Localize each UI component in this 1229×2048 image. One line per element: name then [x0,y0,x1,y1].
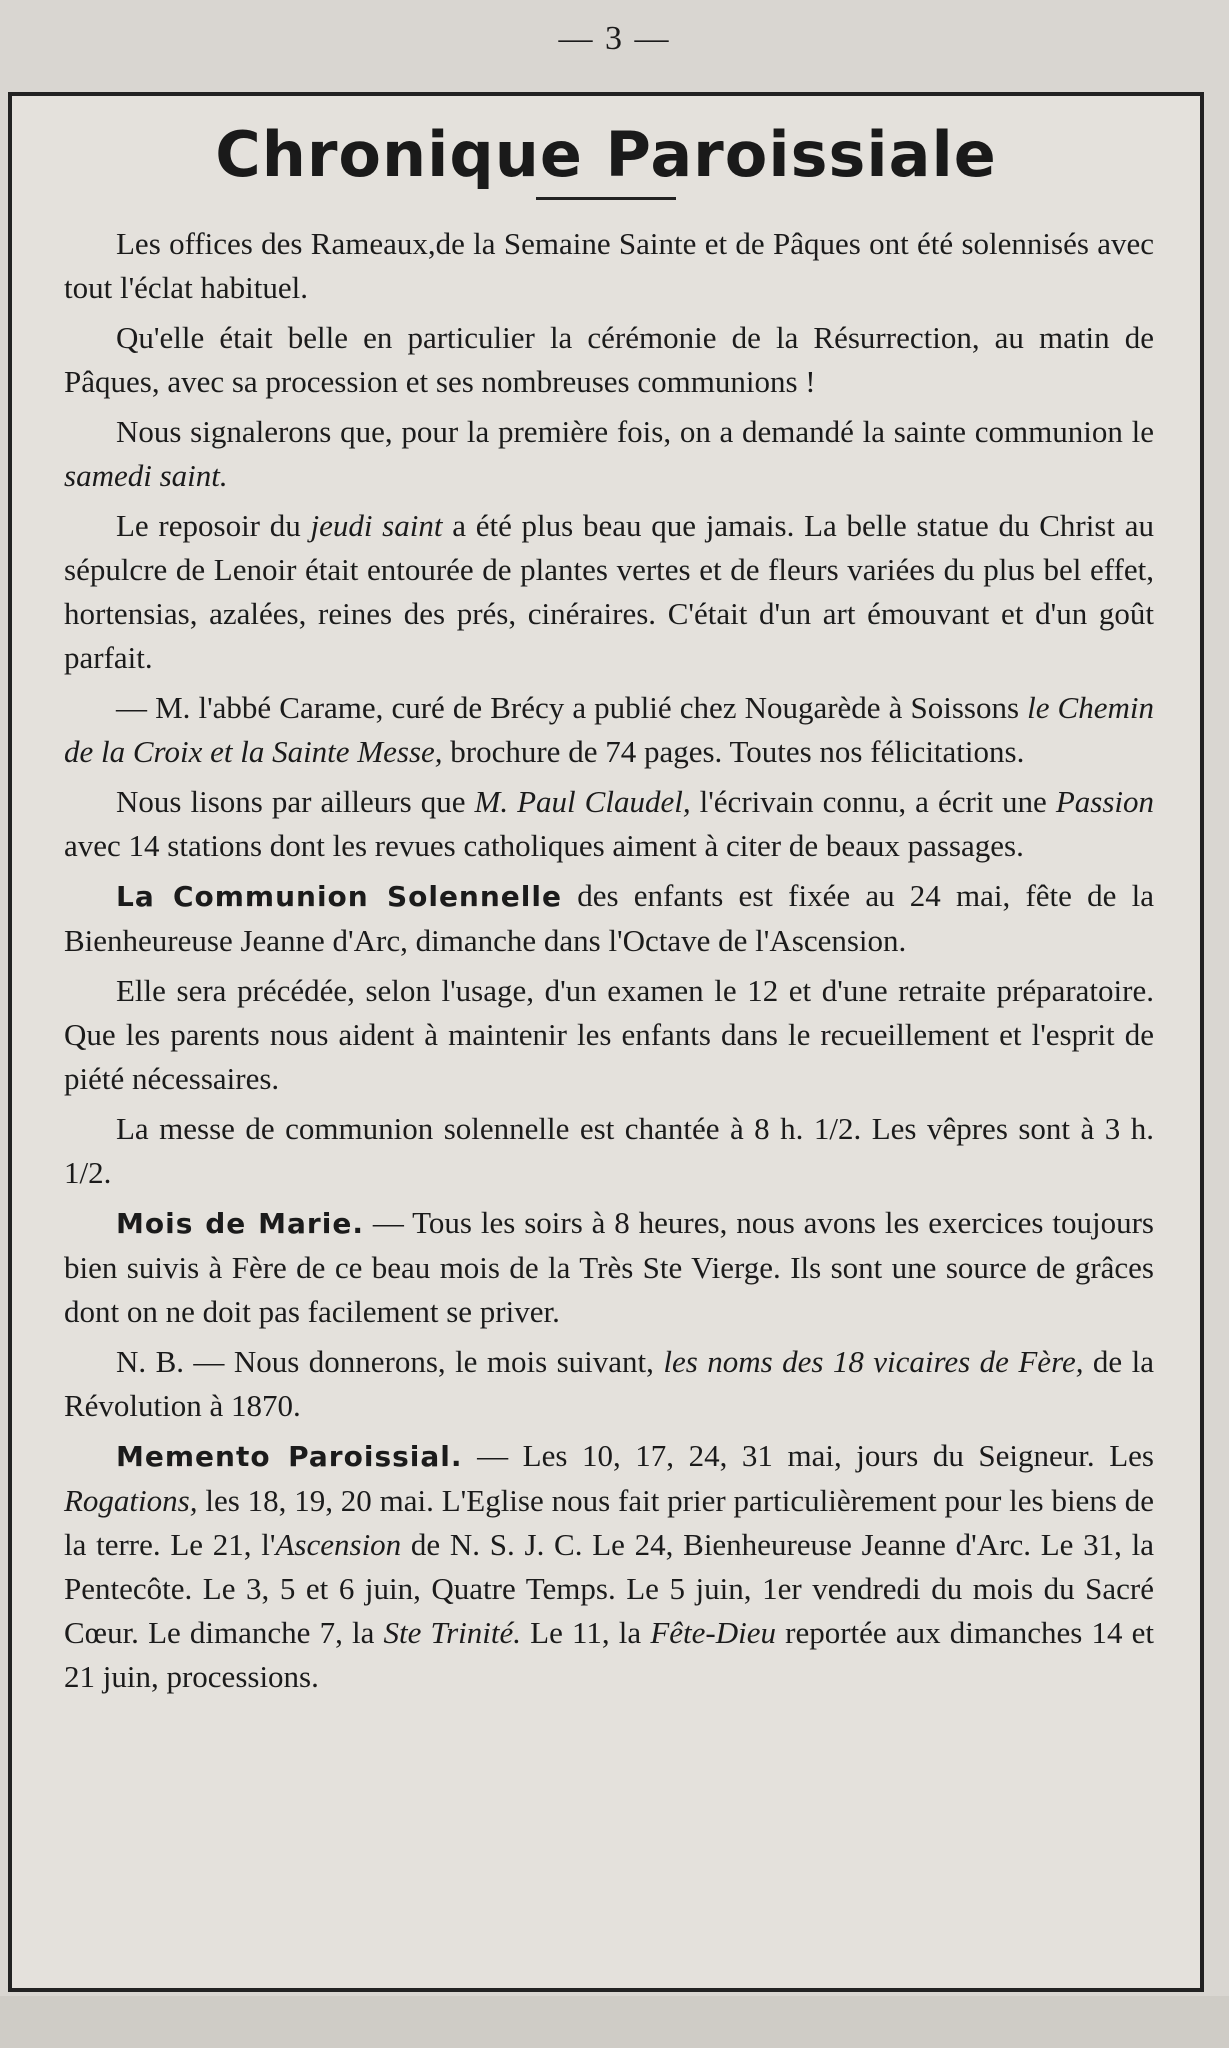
paragraph-retraite [64,969,1154,1101]
paragraph-text: de la Révolution à 1870. [64,1344,1154,1423]
paragraph-text: N. B. — Nous donnerons, le mois suivant, [116,1344,664,1379]
paragraph-text: brochure de 74 pages. Toutes nos félicitations. [442,734,1025,769]
paragraph-text: La messe de communion solennelle est chantée à 8 h. 1/2. Les vêpres sont à 3 h. 1/2. [64,1111,1154,1190]
paragraph-resurrection [64,316,1154,404]
paragraph-text: Le 11, la [521,1615,651,1650]
section-lead: La Communion Solennelle [116,880,562,913]
paragraph-text: avec 14 stations dont les revues catholiques aiment à citer de beaux passages. [64,828,1024,863]
paragraph-text: reportée aux dimanches 14 et 21 juin, processions. [64,1615,1154,1694]
paragraph-text: — Les 10, 17, 24, 31 mai, jours du Seigneur. Les [462,1438,1154,1473]
italic-text: Rogations, [64,1483,198,1518]
paragraph-text: de N. S. J. C. Le 24, Bienheureuse Jeanne d'Arc. Le 31, la Pentecôte. Le 3, 5 et 6 juin, Quatre Temps. Le 5 juin, 1er vendredi du mois du Sacré Cœur. Le dimanche 7, la [64,1527,1154,1650]
paragraph-text: l'écrivain connu, a écrit une [690,784,1056,819]
article-frame [8,92,1204,1992]
paragraph-offices [64,222,1154,310]
paragraph-messe [64,1107,1154,1195]
italic-text: M. Paul Claudel, [474,784,691,819]
page-number: — 3 — [558,20,671,57]
italic-text: le Chemin de la Croix et la Sainte Messe, [64,690,1154,769]
paragraph-text: les 18, 19, 20 mai. L'Eglise nous fait prier particulièrement pour les biens de la terre. Le 21, l' [64,1483,1154,1562]
page-title: Chronique Paroissiale [215,118,997,191]
paragraph-claudel [64,780,1154,868]
article-body [12,222,1200,1699]
italic-text: samedi saint. [64,458,228,493]
page-bottom-margin [0,1996,1229,2048]
paragraph-text: Le reposoir du [116,508,311,543]
section-lead: Mois de Marie. [116,1207,364,1240]
italic-text: Fête-Dieu [650,1615,776,1650]
paragraph-text: des enfants est fixée au 24 mai, fête de la Bienheureuse Jeanne d'Arc, dimanche dans l'Octave de l'Ascension. [64,878,1154,958]
italic-text: Ste Trinité. [383,1615,522,1650]
italic-text: Passion [1055,784,1155,819]
paragraph-text: Les offices des Rameaux,de la Semaine Sainte et de Pâques ont été solennisés avec tout l'éclat habituel. [64,226,1154,305]
paragraph-mois-de-marie [64,1201,1154,1334]
paragraph-text: a été plus beau que jamais. La belle statue du Christ au sépulcre de Lenoir était entourée de plantes vertes et de fleurs variées du plus bel effet, hortensias, azalées, reines des prés, cinéraires. C'était d'un art émouvant et d'un goût parfait. [64,508,1155,675]
paragraph-carame [64,686,1154,774]
paragraph-text: Elle sera précédée, selon l'usage, d'un examen le 12 et d'une retraite préparatoire. Que les parents nous aident à maintenir les enfants dans le recueillement et l'esprit de piété nécessaires. [64,973,1154,1096]
paragraph-text: Qu'elle était belle en particulier la cérémonie de la Résurrection, au matin de Pâques, avec sa procession et ses nombreuses communions ! [64,320,1154,399]
paragraph-text: — M. l'abbé Carame, curé de Brécy a publié chez Nougarède à Soissons [116,690,1028,725]
paragraph-memento [64,1434,1154,1699]
title-underline [536,197,676,200]
paragraph-text: — Tous les soirs à 8 heures, nous avons les exercices toujours bien suivis à Fère de ce beau mois de la Très Ste Vierge. Ils sont une source de grâces dont on ne doit pas facilement se priver. [64,1205,1154,1329]
paragraph-text: Nous lisons par ailleurs que [116,784,475,819]
paragraph-communion-solennelle [64,874,1154,963]
italic-text: jeudi saint [310,508,443,543]
paragraph-nb [64,1340,1154,1428]
paragraph-communion [64,410,1154,498]
paragraph-text: Nous signalerons que, pour la première fois, on a demandé la sainte communion le [116,414,1154,449]
section-lead: Memento Paroissial. [116,1440,463,1473]
italic-text: Ascension [275,1527,402,1562]
paragraph-reposoir [64,504,1154,680]
italic-text: les noms des 18 vicaires de Fère, [663,1344,1084,1379]
